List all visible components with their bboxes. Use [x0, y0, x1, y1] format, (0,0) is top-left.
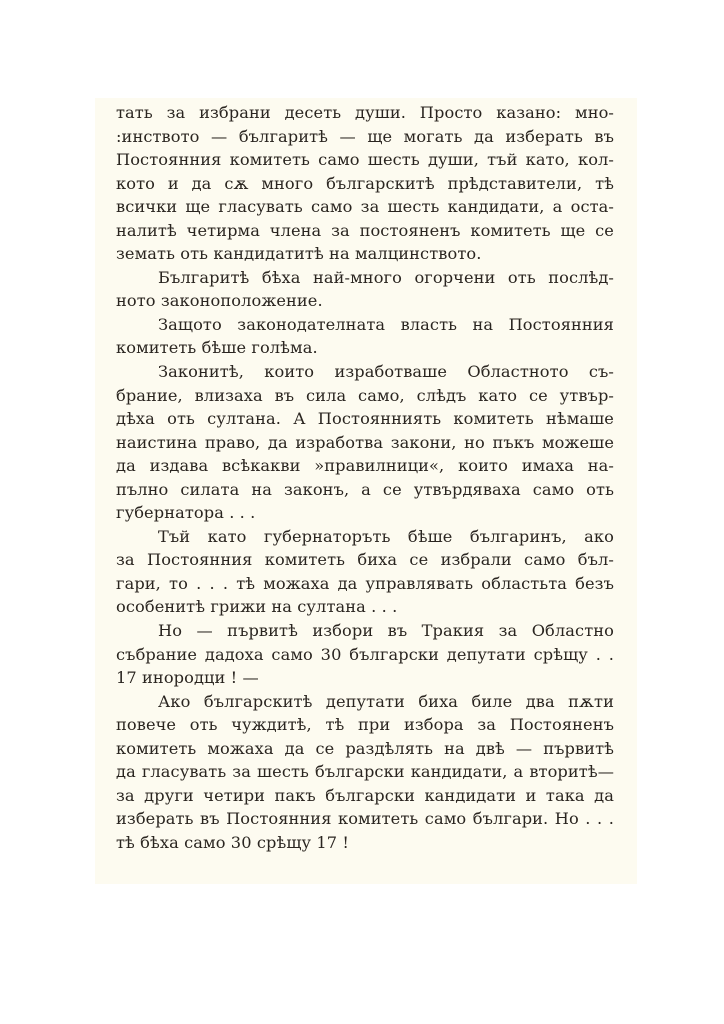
text-line: комитеть можаха да се раздѣлять на двѣ — първитѣ [116, 738, 614, 758]
text-line: да гласувать за шесть български кандидати, а вторитѣ— [116, 762, 614, 782]
text-line: Тъй като губернаторъть бѣше българинъ, ако [158, 526, 614, 546]
text-line: Но — първитѣ избори въ Тракия за Областно [158, 621, 614, 641]
text-line: комитеть бѣше голѣма. [116, 338, 318, 358]
text-line: земать оть кандидатитѣ на малцинството. [116, 244, 482, 264]
text-line: тѣ бѣха само 30 срѣщу 17 ! [116, 832, 349, 852]
text-line: кото и да сѫ много българскитѣ прѣдставители, тѣ [116, 173, 614, 193]
text-line: Постоянния комитеть само шесть души, тъй като, кол- [116, 150, 614, 170]
text-line: дѣха оть султана. А Постоянниять комитеть нѣмаше [116, 409, 614, 429]
text-line: брание, влизаха въ сила само, слѣдъ като се утвър- [116, 385, 614, 405]
text-line: за други четири пакъ български кандидати и така да [116, 785, 614, 805]
text-line: :инството — българитѣ — ще могать да изберать въ [116, 126, 614, 146]
text-line: Ако българскитѣ депутати биха биле два пѫти [158, 691, 614, 711]
text-line: пълно силата на законъ, а се утвърдяваха само оть [116, 479, 614, 499]
text-line: губернатора . . . [116, 503, 256, 523]
text-line: Българитѣ бѣха най-много огорчени оть послѣд- [158, 267, 614, 287]
text-line: наистина право, да изработва закони, но пъкъ можеше [116, 432, 614, 452]
text-line: събрание дадоха само 30 български депутати срѣщу . . [116, 644, 614, 664]
text-line: тать за избрани десеть души. Просто казано: мно- [116, 103, 614, 122]
text-line: особенитѣ грижи на султана . . . [116, 597, 398, 617]
text-line: 17 инородци ! — [116, 668, 259, 688]
page-body-text [116, 101, 614, 855]
text-line: повече оть чуждитѣ, тѣ при избора за Постояненъ [116, 715, 614, 735]
text-line: Защото законодателната власть на Постоянния [158, 314, 614, 334]
text-line: налитѣ четирма члена за постояненъ комитеть ще се [116, 220, 614, 240]
text-line: всички ще гласувать само за шесть кандидати, а оста- [116, 197, 614, 217]
text-line: Законитѣ, които изработваше Областното съ- [158, 362, 614, 382]
text-line: да издава всѣкакви »правилници«, които имаха на- [116, 456, 614, 476]
text-line: изберать въ Постоянния комитеть само българи. Но . . . [116, 809, 614, 829]
text-line: гари, то . . . тѣ можаха да управлявать областьта безъ [116, 573, 614, 593]
text-line: за Постоянния комитеть биха се избрали само бъл- [116, 550, 614, 570]
text-line: ното законоположение. [116, 291, 323, 311]
